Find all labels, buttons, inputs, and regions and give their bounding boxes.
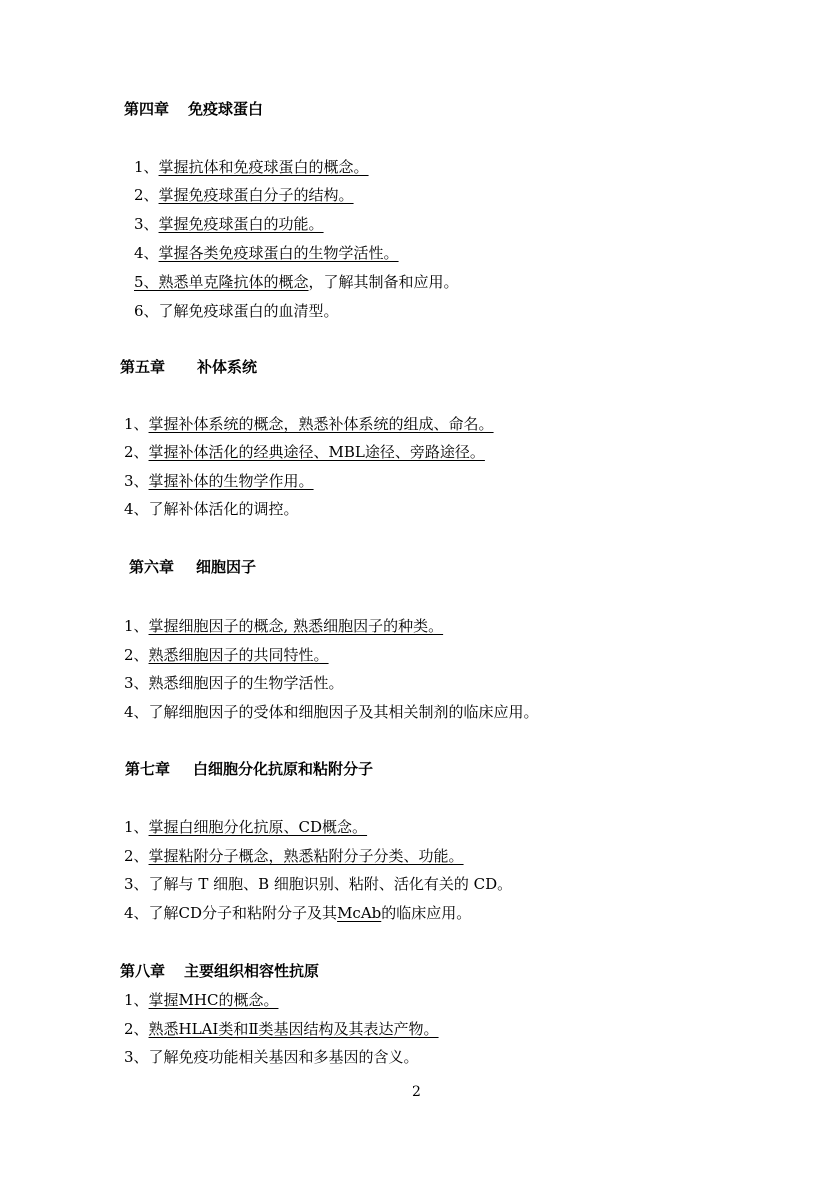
chapter-title: 白细胞分化抗原和粘附分子 [193, 760, 374, 778]
chapter-number: 第四章 [124, 100, 170, 118]
chapter-title: 细胞因子 [196, 558, 257, 576]
chapter-number: 第七章 [125, 760, 171, 778]
list-item: 5、熟悉单克隆抗体的概念，了解其制备和应用。 [134, 273, 459, 291]
list-item: 2、熟悉细胞因子的共同特性。 [124, 646, 329, 664]
list-item: 1、掌握补体系统的概念，熟悉补体系统的组成、命名。 [124, 415, 494, 433]
list-item: 4、了解补体活化的调控。 [124, 500, 299, 518]
chapter-title: 免疫球蛋白 [188, 100, 264, 118]
chapter-heading [124, 99, 263, 119]
list-item: 2、熟悉HLAⅠ类和Ⅱ类基因结构及其表达产物。 [124, 1020, 439, 1038]
chapter-number: 第八章 [120, 962, 166, 980]
list-item: 2、掌握免疫球蛋白分子的结构。 [134, 186, 354, 204]
list-item: 4、掌握各类免疫球蛋白的生物学活性。 [134, 244, 399, 262]
list-item: 3、熟悉细胞因子的生物学活性。 [124, 674, 344, 692]
chapter-heading [129, 557, 256, 577]
page-number: 2 [412, 1084, 421, 1100]
list-item: 3、了解与 T 细胞、B 细胞识别、粘附、活化有关的 CD。 [124, 875, 513, 893]
list-item: 1、掌握白细胞分化抗原、CD概念。 [124, 818, 368, 836]
chapter-heading [120, 357, 257, 377]
chapter-number: 第六章 [129, 558, 175, 576]
list-item: 1、掌握细胞因子的概念, 熟悉细胞因子的种类。 [124, 617, 444, 635]
chapter-number: 第五章 [120, 358, 166, 376]
list-item: 2、掌握粘附分子概念，熟悉粘附分子分类、功能。 [124, 847, 464, 865]
list-item: 4、了解CD分子和粘附分子及其McAb的临床应用。 [124, 904, 472, 922]
chapter-heading [125, 759, 373, 779]
list-item: 1、掌握MHC的概念。 [124, 991, 279, 1009]
list-item: 6、了解免疫球蛋白的血清型。 [134, 302, 339, 320]
chapter-title: 补体系统 [197, 358, 258, 376]
list-item: 3、掌握免疫球蛋白的功能。 [134, 215, 324, 233]
list-item: 3、了解免疫功能相关基因和多基因的含义。 [124, 1048, 419, 1066]
list-item: 4、了解细胞因子的受体和细胞因子及其相关制剂的临床应用。 [124, 703, 539, 721]
list-item: 3、掌握补体的生物学作用。 [124, 472, 314, 490]
list-item: 2、掌握补体活化的经典途径、MBL途径、旁路途径。 [124, 443, 485, 461]
chapter-title: 主要组织相容性抗原 [184, 962, 320, 980]
chapter-heading [120, 961, 319, 981]
list-item: 1、掌握抗体和免疫球蛋白的概念。 [134, 158, 369, 176]
